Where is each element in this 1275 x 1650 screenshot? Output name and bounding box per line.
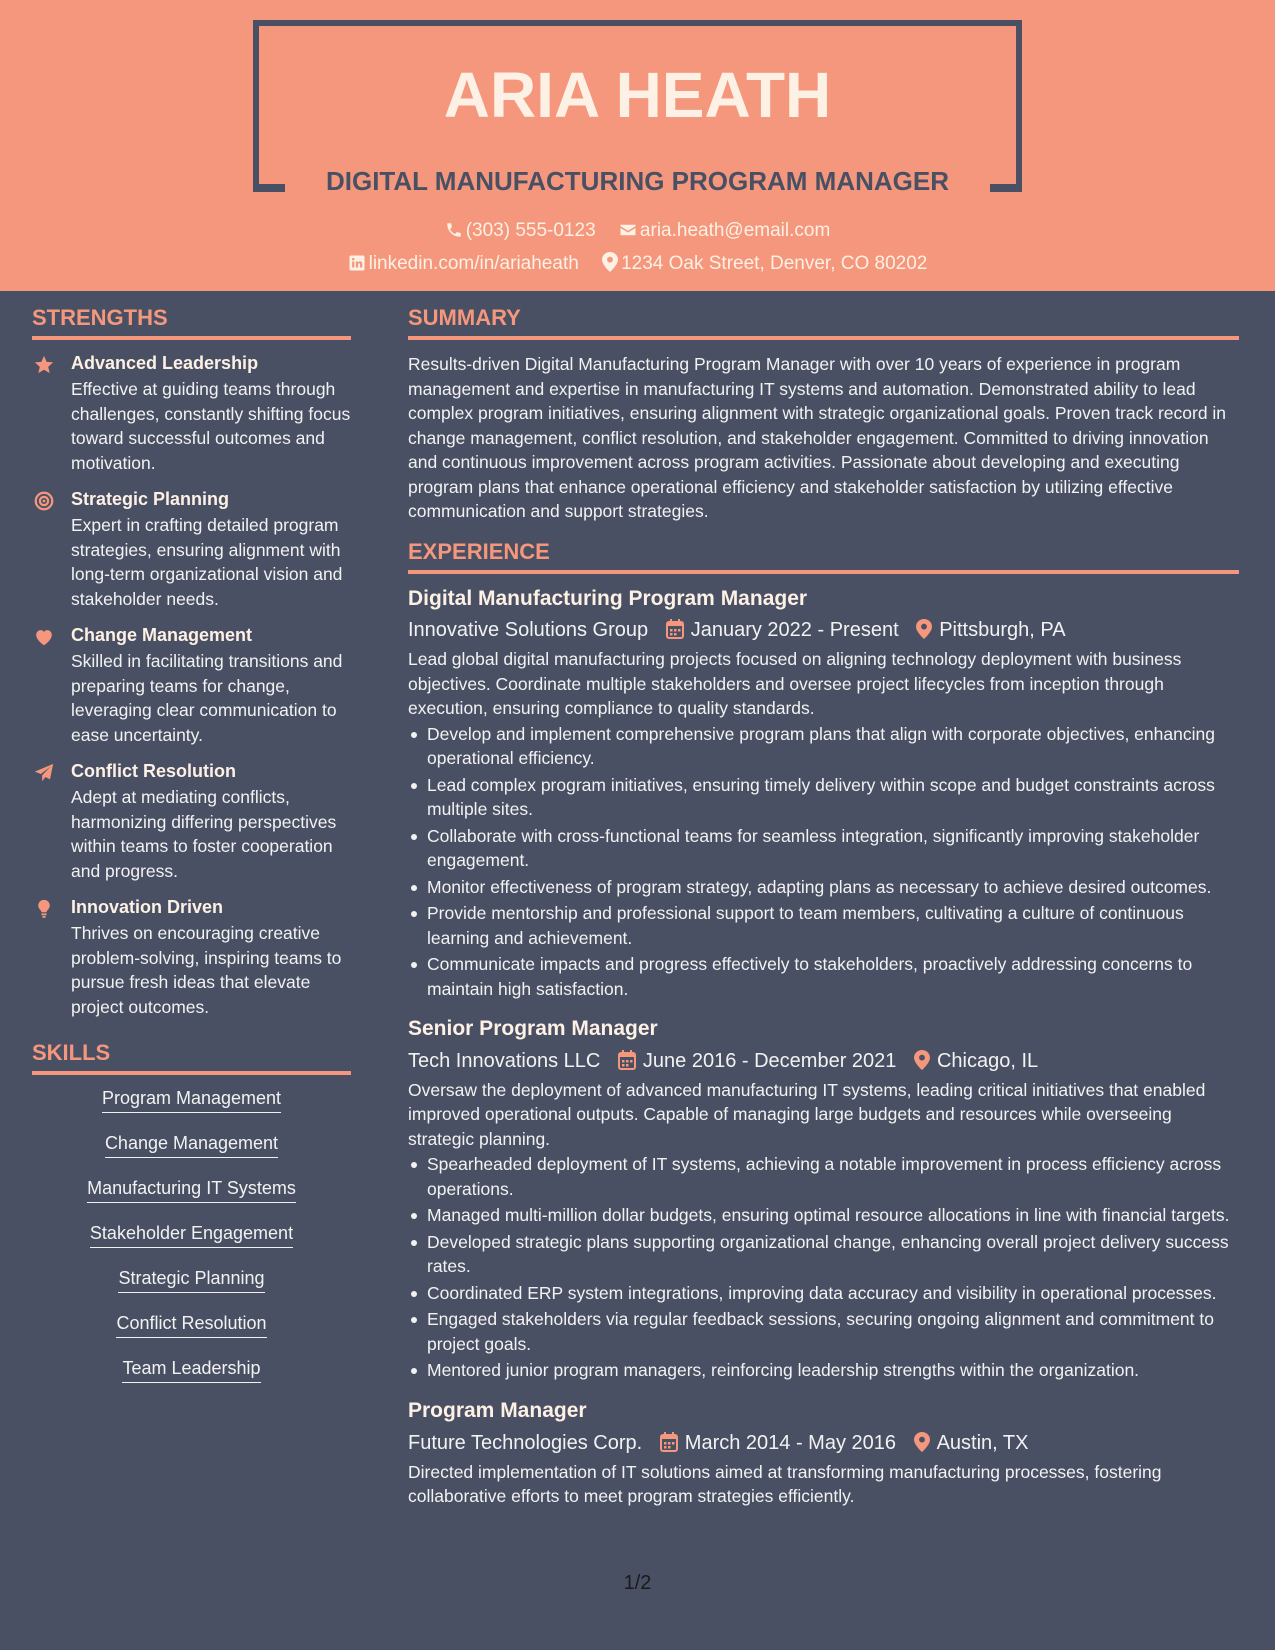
job-location-text: Chicago, IL [936, 1049, 1039, 1072]
skill-item [32, 1177, 351, 1203]
strength-title: Strategic Planning [71, 489, 230, 509]
left-column [32, 305, 351, 1402]
job-title: Program Manager [408, 1398, 587, 1422]
page-number: 1/2 [623, 1572, 652, 1594]
strength-desc: Effective at guiding teams through challenges, constantly shifting focus toward successful outcomes and motivation. [71, 379, 351, 473]
email-text: aria.heath@email.com [639, 220, 831, 241]
job-dates [618, 1047, 897, 1075]
contact-address [602, 252, 927, 275]
job-meta [408, 616, 1239, 645]
job-description: Directed implementation of IT solutions aimed at transforming manufacturing processes, fostering collaborative efforts to meet program strategies efficiently. [408, 1461, 1162, 1507]
map-pin-icon [916, 619, 932, 639]
skill-label: Conflict Resolution [116, 1312, 266, 1338]
skills-heading: SKILLS [32, 1040, 351, 1075]
strength-title: Innovation Driven [71, 897, 224, 917]
envelope-icon [619, 221, 637, 239]
star-icon [33, 354, 55, 376]
contact-email[interactable] [619, 220, 830, 242]
job-description: Oversaw the deployment of advanced manufacturing IT systems, leading critical initiatives that enabled improved operational outputs. Capable of managing large budgets and resources while overseeing strategic planning. [408, 1079, 1206, 1149]
skill-label: Change Management [105, 1132, 278, 1158]
strength-title: Advanced Leadership [71, 353, 259, 373]
job-meta [408, 1046, 1239, 1075]
calendar-icon [618, 1050, 636, 1070]
strength-item [32, 352, 351, 475]
contact-row-2 [0, 252, 1275, 275]
candidate-name: ARIA HEATH [443, 59, 832, 131]
bullet-item: Coordinated ERP system integrations, improving data accuracy and visibility in operational processes. [408, 1281, 1239, 1306]
job-headline-text: DIGITAL MANUFACTURING PROGRAM MANAGER [318, 166, 957, 197]
bullet-item: Mentored junior program managers, reinforcing leadership strengths within the organization. [408, 1358, 1239, 1383]
linkedin-text: linkedin.com/in/ariaheath [368, 252, 579, 274]
strength-desc: Thrives on encouraging creative problem-solving, inspiring teams to pursue fresh ideas that elevate project outcomes. [71, 923, 342, 1017]
strength-item [32, 624, 351, 747]
strength-title: Change Management [71, 625, 253, 645]
header-band [0, 0, 1275, 291]
paper-plane-icon [33, 762, 55, 784]
job-dates-text: June 2016 - December 2021 [642, 1049, 897, 1072]
job-company: Future Technologies Corp. [408, 1431, 643, 1454]
skill-label: Strategic Planning [118, 1267, 264, 1293]
summary-heading: SUMMARY [408, 305, 1239, 340]
strength-item [32, 896, 351, 1019]
bullet-item: Develop and implement comprehensive program plans that align with corporate objectives, enhancing operational efficiency. [408, 722, 1239, 771]
skill-label: Team Leadership [122, 1357, 260, 1383]
job-title: Senior Program Manager [408, 1017, 658, 1041]
target-icon [33, 490, 55, 512]
skill-item [32, 1267, 351, 1293]
lightbulb-icon [33, 898, 55, 920]
job-bullets [408, 1152, 1239, 1383]
job-dates [666, 616, 899, 644]
bullet-item: Managed multi-million dollar budgets, ensuring optimal resource allocations in line with financial targets. [408, 1203, 1239, 1228]
job-dates [660, 1429, 896, 1457]
job-entry [408, 1398, 1239, 1509]
skill-label: Stakeholder Engagement [90, 1222, 293, 1248]
skill-item [32, 1132, 351, 1158]
contact-linkedin[interactable] [348, 253, 579, 275]
address-text: 1234 Oak Street, Denver, CO 80202 [621, 253, 928, 274]
map-pin-icon [602, 252, 618, 272]
bullet-item: Engaged stakeholders via regular feedback sessions, securing ongoing alignment and commitment to project goals. [408, 1307, 1239, 1356]
job-entry [408, 586, 1239, 1002]
strength-desc: Adept at mediating conflicts, harmonizing differing perspectives within teams to foster cooperation and progress. [71, 787, 337, 881]
job-description: Lead global digital manufacturing projects focused on aligning technology deployment with business objectives. Coordinate multiple stakeholders and oversee project lifecycles from inception through execution, ensuring compliance to quality standards. [408, 649, 1182, 719]
job-title: Digital Manufacturing Program Manager [408, 586, 808, 610]
job-company: Tech Innovations LLC [408, 1049, 601, 1072]
bullet-item: Lead complex program initiatives, ensuring timely delivery within scope and budget constraints across multiple sites. [408, 773, 1239, 822]
bullet-item: Spearheaded deployment of IT systems, achieving a notable improvement in process efficiency across operations. [408, 1152, 1239, 1201]
strength-desc: Expert in crafting detailed program strategies, ensuring alignment with long-term organizational vision and stakeholder needs. [71, 515, 343, 609]
strengths-heading: STRENGTHS [32, 305, 351, 340]
contact-row-1 [0, 220, 1275, 242]
job-location-text: Pittsburgh, PA [939, 619, 1066, 642]
strength-title: Conflict Resolution [71, 761, 236, 781]
experience-heading: EXPERIENCE [408, 539, 1239, 574]
bullet-item: Collaborate with cross-functional teams for seamless integration, significantly improving stakeholder engagement. [408, 824, 1239, 873]
map-pin-icon [914, 1050, 930, 1070]
skill-label: Program Management [102, 1087, 281, 1113]
heart-icon [33, 626, 55, 648]
phone-text: (303) 555-0123 [465, 220, 596, 241]
linkedin-icon [348, 254, 366, 272]
job-dates-text: March 2014 - May 2016 [684, 1431, 897, 1454]
skill-item [32, 1087, 351, 1113]
strength-item [32, 488, 351, 611]
job-location [914, 1429, 1029, 1457]
bullet-item: Monitor effectiveness of program strategy, adapting plans as necessary to achieve desired outcomes. [408, 875, 1239, 900]
skill-item [32, 1357, 351, 1383]
job-meta [408, 1428, 1239, 1457]
job-entry [408, 1016, 1239, 1383]
strength-desc: Skilled in facilitating transitions and preparing teams for change, leveraging clear communication to ease uncertainty. [71, 651, 343, 745]
map-pin-icon [914, 1432, 930, 1452]
job-location [914, 1047, 1038, 1075]
job-headline [0, 166, 1275, 197]
skill-item [32, 1222, 351, 1248]
job-company: Innovative Solutions Group [408, 619, 649, 642]
calendar-icon [660, 1432, 678, 1452]
job-location [916, 616, 1065, 644]
job-dates-text: January 2022 - Present [690, 619, 899, 642]
job-bullets [408, 722, 1239, 1002]
bullet-item: Developed strategic plans supporting organizational change, enhancing overall project delivery success rates. [408, 1230, 1239, 1279]
right-column [408, 305, 1239, 1524]
strength-item [32, 760, 351, 883]
bullet-item: Provide mentorship and professional support to team members, cultivating a culture of continuous learning and achievement. [408, 901, 1239, 950]
skill-item [32, 1312, 351, 1338]
skill-label: Manufacturing IT Systems [87, 1177, 296, 1203]
bullet-item: Communicate impacts and progress effectively to stakeholders, proactively addressing concerns to maintain high satisfaction. [408, 952, 1239, 1001]
phone-icon [445, 221, 463, 239]
summary-text: Results-driven Digital Manufacturing Program Manager with over 10 years of experience in program management and expertise in manufacturing IT systems and automation. Demonstrated ability to lead complex program initiatives, ensuring alignment with strategic organizational goals. Proven track record in change management, conflict resolution, and stakeholder engagement. Committed to driving innovation and continuous improvement across program activities. Passionate about developing and executing program plans that enhance operational efficiency and stakeholder satisfaction by utilizing effective communication and support strategies. [408, 354, 1227, 521]
calendar-icon [666, 619, 684, 639]
contact-phone[interactable] [445, 220, 596, 242]
job-location-text: Austin, TX [936, 1431, 1029, 1454]
